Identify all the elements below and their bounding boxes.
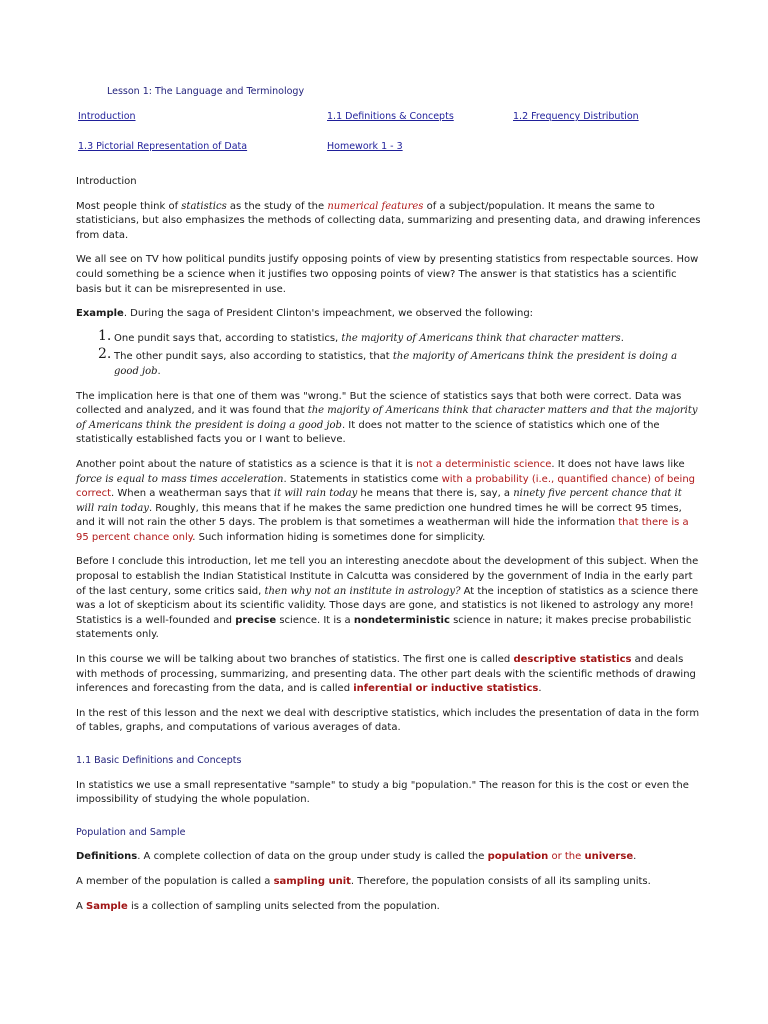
lesson-content	[76, 175, 702, 924]
list-item: 1. One pundit says that, according to statistics, the majority of Americans think that character matters.	[98, 327, 624, 344]
sample-paragraph: A Sample is a collection of sampling units selected from the population.	[76, 900, 440, 912]
intro-paragraph-2: We all see on TV how political pundits justify opposing points of view by presenting statistics from respectable sources. How could something be a science when it justifies two opposing points of view? The answer is that statistics has a scientific basis but it can be misrepresented in use.	[76, 254, 699, 295]
intro-paragraph-8: In the rest of this lesson and the next we deal with descriptive statistics, which includes the presentation of data in the form of tables, graphs, and computations of various averages of data.	[76, 707, 700, 734]
intro-paragraph-4: The implication here is that one of them was "wrong." But the science of statistics says that both were correct. Data was collected and analyzed, and it was found that the majority of Americans think that character matters and that the majority of Americans think the president is doing a good job. It does not matter to the science of statistics which one of the statistically established facts you or I want to believe.	[76, 390, 698, 446]
example-paragraph: Example. During the saga of President Clinton's impeachment, we observed the following:	[76, 308, 534, 320]
nav-link-pictorial[interactable]: 1.3 Pictorial Representation of Data	[78, 141, 248, 152]
nav-link-homework[interactable]: Homework 1 - 3	[327, 141, 403, 152]
intro-paragraph-7: In this course we will be talking about two branches of statistics. The first one is called descriptive statistics and deals with methods of processing, summarizing, and presenting data. The other part deals with the scientific methods of drawing inferences and forecasting from the data, and is called inferential or inductive statistics.	[76, 654, 696, 695]
list-item: 2. The other pundit says, also according to statistics, that the majority of Americans think the president is doing a good job.	[98, 346, 678, 377]
nav-link-introduction[interactable]: Introduction	[78, 111, 136, 122]
example-list	[76, 327, 702, 380]
intro-paragraph-5: Another point about the nature of statistics as a science is that it is not a deterministic science. It does not have laws like force is equal to mass times acceleration. Statements in statistics come with a probability (i.e., quantified chance) of being correct. When a weatherman says that it will rain today he means that there is, say, a ninety five percent chance that it will rain today. Roughly, this means that if he makes the same prediction one hundred times he will be correct 95 times, and it will not rain the other 5 days. The problem is that sometimes a weatherman will hide the information that there is a 95 percent chance only. Such information hiding is sometimes done for simplicity.	[76, 458, 696, 543]
intro-paragraph-6: Before I conclude this introduction, let me tell you an interesting anecdote about the development of this subject. When the proposal to establish the Indian Statistical Institute in Calcutta was considered by the government of India in the early part of the last century, some critics said, then why not an institute in astrology? At the inception of statistics as a science there was a lot of skepticism about its scientific validity. Those days are gone, and statistics is not likened to astrology any more! Statistics is a well-founded and precise science. It is a nondeterministic science in nature; it makes precise probabilistic statements only.	[76, 556, 699, 641]
subsection-heading: Population and Sample	[76, 826, 186, 838]
section-paragraph-1: In statistics we use a small representative "sample" to study a big "population." The reason for this is the cost or even the impossibility of studying the whole population.	[76, 779, 689, 806]
sampling-unit-paragraph: A member of the population is called a sampling unit. Therefore, the population consists of all its sampling units.	[76, 875, 651, 887]
intro-paragraph-1: Most people think of statistics as the study of the numerical features of a subject/population. It means the same to statisticians, but also emphasizes the methods of collecting data, summarizing and presenting data, and drawing inferences from data.	[76, 200, 701, 241]
section-heading: 1.1 Basic Definitions and Concepts	[76, 755, 242, 766]
nav-link-definitions[interactable]: 1.1 Definitions & Concepts	[327, 111, 454, 122]
nav-link-frequency[interactable]: 1.2 Frequency Distribution	[513, 111, 639, 122]
intro-heading: Introduction	[76, 176, 137, 187]
definition-paragraph: Definitions. A complete collection of data on the group under study is called the population or the universe.	[76, 851, 637, 863]
lesson-title: Lesson 1: The Language and Terminology	[107, 86, 305, 97]
